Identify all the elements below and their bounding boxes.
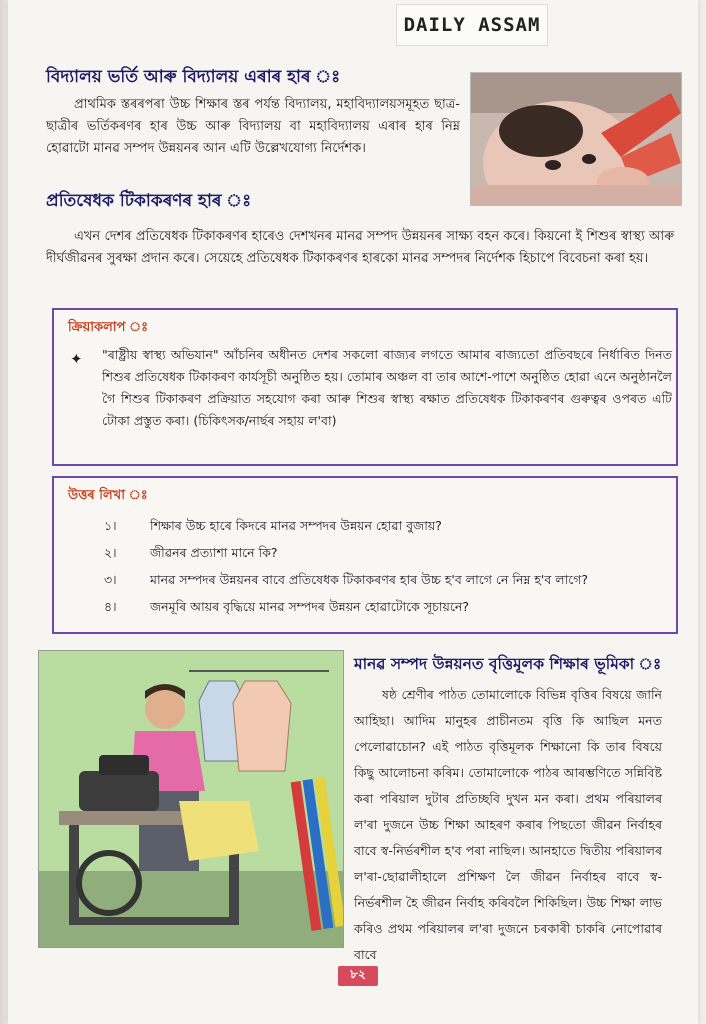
daily-assam-stamp: DAILY ASSAM xyxy=(396,4,548,46)
questions-box-title: উত্তৰ লিখা ঃ xyxy=(68,488,148,503)
question-text: মানৱ সম্পদৰ উন্নয়নৰ বাবে প্ৰতিষেধক টিকাকৰণৰ হাৰ উচ্চ হ'ব লাগে নে নিম্ন হ'ব লাগে? xyxy=(150,572,589,587)
activity-box xyxy=(52,308,678,466)
tailor-illustration xyxy=(38,650,344,948)
textbook-page xyxy=(8,0,698,1024)
question-item xyxy=(54,539,676,566)
activity-box-text: "ৰাষ্ট্ৰীয় স্বাস্থ্য অভিযান" আঁচনিৰ অধীনত দেশৰ সকলো ৰাজ্যৰ লগতে আমাৰ ৰাজ্যতো প্ৰতিবছৰে নিৰ্ধাৰিত দিনত শিশুৰ প্ৰতিষেধক টিকাকৰণ কাৰ্যসূচী অনুষ্ঠিত হয়। তোমাৰ অঞ্চল বা তাৰ আশে-পাশে অনুষ্ঠিত হোৱা এনে অনুষ্ঠানলৈ গৈ শিশুৰ টিকাকৰণ প্ৰক্ৰিয়াত সহযোগ কৰা আৰু শিশুৰ স্বাস্থ্য ৰক্ষাত প্ৰতিষেধক টিকাকৰণৰ গুৰুত্বৰ ওপৰত এটি টোকা প্ৰস্তুত কৰা। (চিকিৎসক/নাৰ্ছৰ সহায় ল'বা) xyxy=(102,347,672,428)
question-number: ৪। xyxy=(104,599,117,614)
section-paragraph-school-enrollment: প্ৰাথমিক স্তৰৰপৰা উচ্চ শিক্ষাৰ স্তৰ পৰ্যন্ত বিদ্যালয়, মহাবিদ্যালয়সমূহত ছাত্ৰ-ছাত্ৰীৰ ভৰ্তিকৰণৰ হাৰ উচ্চ আৰু বিদ্যালয় বা মহাবিদ্যালয় এৰাৰ হাৰ নিম্ন হোৱাটো মানৱ সম্পদ উন্নয়নৰ আন এটি উল্লেখযোগ্য নিৰ্দেশক। xyxy=(46,97,460,156)
page-number-badge: ৮২ xyxy=(338,966,378,986)
section-paragraph-vaccination-rate: এখন দেশৰ প্ৰতিষেধক টিকাকৰণৰ হাৰেও দেশখনৰ মানৱ সম্পদ উন্নয়নৰ সাক্ষ্য বহন কৰে। কিয়নো ই শিশুৰ স্বাস্থ্য আৰু দীৰ্ঘজীৱনৰ সুৰক্ষা প্ৰদান কৰে। সেয়েহে প্ৰতিষেধক টিকাকৰণৰ হাৰকো মানৱ সম্পদৰ নিৰ্দেশক হিচাপে বিবেচনা কৰা হয়। xyxy=(46,229,674,266)
question-number: ১। xyxy=(104,518,117,533)
questions-box xyxy=(52,476,678,634)
bullet-star-icon: ✦ xyxy=(70,350,83,368)
question-text: জীৱনৰ প্ৰত্যাশা মানে কি? xyxy=(150,545,278,560)
section-heading-vaccination-rate: প্ৰতিষেধক টিকাকৰণৰ হাৰ ঃ xyxy=(46,191,252,211)
question-item xyxy=(54,566,676,593)
question-item xyxy=(54,512,676,539)
child-vaccination-illustration xyxy=(471,73,681,205)
activity-box-title: ক্ৰিয়াকলাপ ঃ xyxy=(68,320,149,335)
question-text: শিক্ষাৰ উচ্চ হাৰে কিদৰে মানৱ সম্পদৰ উন্নয়ন হোৱা বুজায়? xyxy=(150,518,442,533)
section-paragraph-vocational-education: ষষ্ঠ শ্ৰেণীৰ পাঠত তোমালোকে বিভিন্ন বৃত্তিৰ বিষয়ে জানি আহিছা। আদিম মানুহৰ প্ৰাচীনতম বৃত্তি কি আছিল মনত পেলোৱাচোন? এই পাঠত বৃত্তিমূলক শিক্ষানো কি তাৰ বিষয়ে কিছু আলোচনা কৰিম। তোমালোকে পাঠৰ আৰম্ভণিতে সন্নিবিষ্ট কৰা পৰিয়াল দুটাৰ প্ৰতিচ্ছবি দুখন মন কৰা। প্ৰথম পৰিয়ালৰ ল'ৰা দুজনে উচ্চ শিক্ষা আহৰণ কৰাৰ পিছতো জীৱন নিৰ্বাহৰ বাবে স্ব-নিৰ্ভৰশীল হ'ব পৰা নাছিল। আনহাতে দ্বিতীয় পৰিয়ালৰ ল'ৰা-ছোৱালীহালে প্ৰশিক্ষণ লৈ জীৱন নিৰ্বাহৰ বাবে স্ব-নিৰ্ভৰশীল হৈ জীৱন নিৰ্বাহ কৰিবলৈ শিকিছিল। উচ্চ শিক্ষা লাভ কৰিও প্ৰথম পৰিয়ালৰ ল'ৰা দুজনে চৰকাৰী চাকৰি নোপোৱাৰ বাবে xyxy=(354,687,662,962)
question-number: ৩। xyxy=(104,572,117,587)
child-vaccination-photo xyxy=(470,72,682,206)
section-heading-vocational-education: মানৱ সম্পদ উন্নয়নত বৃত্তিমূলক শিক্ষাৰ ভূমিকা ঃ xyxy=(354,655,662,673)
book-binding-edge xyxy=(0,0,8,1024)
question-list xyxy=(54,512,676,620)
section-heading-school-enrollment: বিদ্যালয় ভৰ্তি আৰু বিদ্যালয় এৰাৰ হাৰ ঃ xyxy=(46,67,341,87)
question-text: জনমূৰি আয়ৰ বৃদ্ধিয়ে মানৱ সম্পদৰ উন্নয়ন হোৱাটোকে সূচায়নে? xyxy=(150,599,470,614)
question-number: ২। xyxy=(104,545,117,560)
question-item xyxy=(54,593,676,620)
tailor-sewing-machine-illustration xyxy=(39,651,343,947)
